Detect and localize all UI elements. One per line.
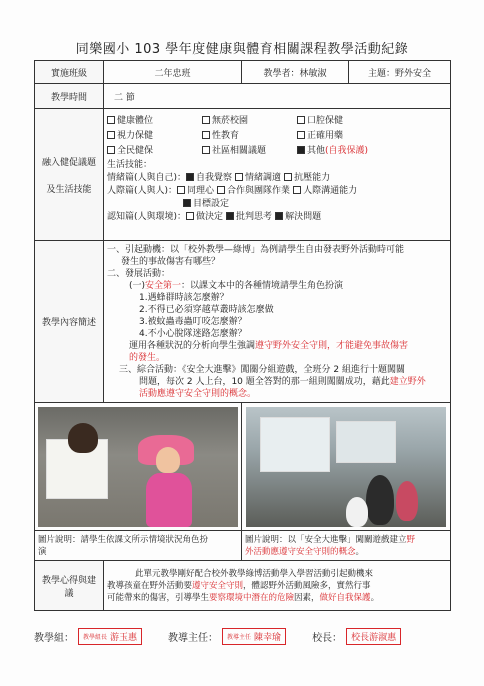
caption-line: 圖片說明：請學生依課文所示情境狀況角色扮 [38,534,209,545]
reflection-seg: 教導孩童在野外活動要 [107,580,193,591]
photo-right-cell [242,403,451,531]
content-label: 教學內容簡述 [35,241,104,403]
unchecked-box-icon [217,186,225,194]
checkbox-label: 健康體位 [117,116,154,126]
reflection-line: 此單元教學剛好配合校外教學綠博活動學入學習活動引起動機來 [135,568,374,579]
unchecked-box-icon [297,131,305,139]
content-seg: 問題，每次 2 人上台，10 題全答對的那一組則闖關成功，藉此 [139,377,390,387]
issues-label-line1: 融入健促議題 [41,157,96,168]
student-face [156,447,180,473]
unchecked-box-icon [202,131,210,139]
checked-box-icon [183,199,191,207]
student-figure [346,497,368,527]
checkbox-label: 性教育 [212,131,240,141]
director-stamp [222,628,286,645]
checked-box-icon [226,212,234,220]
reflection-seg: 做好自我保護 [319,592,371,603]
checkbox-label: 情緒調適 [245,173,282,183]
left-caption [35,531,242,561]
checkbox-extra: (自我保護) [325,146,369,156]
class-value: 二年忠班 [104,61,242,84]
caption-line [245,546,447,558]
checkbox-option [297,128,392,141]
header-row [35,61,451,84]
checkbox-label: 做決定 [196,212,224,222]
content-seg: 遵守野外安全守則，才能避免事故傷害 [255,341,409,351]
checkbox-label: 社區相關議題 [212,146,267,156]
unchecked-box-icon [107,116,115,124]
relation-label: 人際篇(人與人)： [107,186,178,196]
checkbox-option [217,186,290,196]
unchecked-box-icon [293,186,301,194]
checkbox-label: 自我覺察 [196,173,233,183]
caption-seg: 圖片說明：以「安全大進擊」闖關遊戲建立 [245,534,407,545]
principal-label: 校長： [312,633,343,644]
checkbox-option [202,128,297,141]
content-row [35,241,451,403]
relation-options [177,186,360,196]
checkbox-option [186,212,223,222]
content-seg: 安全第一 [145,281,182,291]
caption-seg: 外活動應遵守安全守則的概念 [245,546,356,557]
content-line: 活動應遵守安全守則的概念。 [139,389,257,399]
checkbox-option [107,143,202,156]
checkbox-label: 其他 [307,146,326,156]
checkbox-option [183,199,229,209]
checkbox-label: 全民健保 [117,146,154,156]
principal-stamp: 校長游淑惠 [346,628,401,645]
unchecked-box-icon [177,186,185,194]
student-dress [146,473,192,527]
checkbox-label: 同理心 [187,186,215,196]
student-figure [366,475,394,525]
director-stamp-title: 教導主任 [227,634,252,641]
content-line: 二、發展活動： [107,269,171,279]
checkbox-label: 視力保健 [117,131,154,141]
goal-option [183,199,232,209]
content-line: 2.不得已必須穿越草叢時該怎麼做 [139,305,274,315]
group-label: 教學組： [34,633,74,644]
content-text [104,241,451,403]
checkbox-label: 目標設定 [193,199,230,209]
class-label: 實施班級 [35,61,104,84]
reflection-text [104,561,451,611]
content-seg: 運用各種狀況的分析向學生強調 [129,341,256,351]
content-seg: (一) [129,281,146,291]
time-row [35,84,451,109]
unchecked-box-icon [235,173,243,181]
checkbox-label: 批判思考 [236,212,273,222]
whiteboard [336,421,396,463]
checkbox-label: 無菸校園 [212,116,249,126]
checkbox-option [202,113,297,126]
issue-checkbox-grid [107,113,447,156]
cognition-options [186,212,324,222]
content-line: 發生的事故傷害有哪些？ [121,257,221,267]
right-caption [242,531,451,561]
checkbox-option [297,113,392,126]
reflection-row [35,561,451,611]
emotion-options [186,173,333,183]
checkbox-option [177,186,214,196]
activity-record-table [34,60,451,611]
content-line [107,280,447,292]
issues-row [35,109,451,241]
checkbox-label: 合作與團隊作業 [227,186,291,196]
checkbox-option [202,143,297,156]
photo-row [35,403,451,531]
content-line: 3.被蚊蟲毒蟲叮咬怎麼辦？ [139,317,247,327]
checkbox-option [284,173,330,183]
time-value: 二 節 [104,84,451,109]
projection-screen [260,417,330,472]
group-stamp [78,628,142,645]
unchecked-box-icon [202,146,210,154]
teacher-label: 教學者：林敏淑 [242,61,349,84]
checkbox-option [235,173,281,183]
reflection-line [107,580,447,592]
reflection-seg: 可能帶來的傷害，引導學生 [107,592,210,603]
content-seg: ：以課文本中的各種情境請學生角色扮演 [181,281,344,291]
content-line: 三、綜合活動：《安全大進擊》闖關分組遊戲，全班分 2 組進行十題闖關 [119,365,405,375]
emotion-label: 情緒篇(人與自己)： [107,173,187,183]
unchecked-box-icon [284,173,292,181]
checked-box-icon [275,212,283,220]
director-stamp-name: 陳幸瑜 [254,633,282,643]
issues-label-line2: 及生活技能 [46,184,92,195]
content-line [107,340,447,352]
checkbox-label: 口腔保健 [307,116,344,126]
reflection-seg: ，體認野外活動風險多，實然行事 [243,580,371,591]
issues-label [35,109,104,241]
time-label: 教學時間 [35,84,104,109]
unchecked-box-icon [202,116,210,124]
content-line: 1.遇蜂群時該怎麼辦？ [139,293,229,303]
student-figure [396,481,418,521]
checkbox-label: 人際溝通能力 [303,186,358,196]
checked-box-icon [186,173,194,181]
reflection-label: 教學心得與建議 [35,561,104,611]
emotion-line [107,172,447,185]
classroom-game-photo [246,407,446,527]
checkbox-option [275,212,321,222]
checkbox-label: 抗壓能力 [294,173,331,183]
goal-line [107,198,447,211]
caption-seg: 。 [355,546,365,557]
content-line: 4.不小心脫隊迷路怎麼辦？ [139,329,247,339]
caption-line: 演 [38,546,47,557]
checkbox-option [293,186,357,196]
reflection-seg: 要察環境中潛在的危險 [209,592,295,603]
unchecked-box-icon [186,212,194,220]
caption-seg: 野 [406,534,416,545]
topic-label: 主題：野外安全 [348,61,450,84]
caption-line [245,534,447,546]
unchecked-box-icon [297,116,305,124]
checkbox-option [297,143,392,156]
reflection-line [107,592,447,604]
director-label: 教導主任： [168,633,219,644]
content-seg: 建立野外 [389,377,426,387]
cognition-label: 認知篇(人與環境)： [107,212,187,222]
group-stamp-title: 教學組長 [83,634,108,641]
caption-row [35,531,451,561]
checkbox-option [107,113,202,126]
roleplay-photo [38,407,238,527]
photo-left-cell [35,403,242,531]
reflection-seg: 遵守安全守則 [192,580,244,591]
signature-footer [34,628,451,645]
group-stamp-name: 游玉惠 [110,633,138,643]
content-line: 一、引起動機：以「校外教學—綠博」為例請學生自由發表野外活動時可能 [107,245,405,255]
relation-line [107,185,447,198]
unchecked-box-icon [107,131,115,139]
checkbox-option [226,212,272,222]
cognition-line [107,211,447,224]
reflection-seg: 。 [370,592,380,603]
page-title: 同樂國小 103 學年度健康與體育相關課程教學活動紀錄 [75,42,409,57]
student-head [68,423,98,453]
checkbox-label: 正確用藥 [307,131,344,141]
checkbox-option [186,173,232,183]
checkbox-label: 解決問題 [285,212,322,222]
unchecked-box-icon [107,146,115,154]
checkbox-option [107,128,202,141]
checked-box-icon [297,146,305,154]
issues-content [104,109,451,241]
reflection-seg: 因素， [294,592,320,603]
content-line: 的發生。 [129,353,166,363]
content-line [107,376,447,388]
skills-title: 生活技能： [107,160,153,170]
